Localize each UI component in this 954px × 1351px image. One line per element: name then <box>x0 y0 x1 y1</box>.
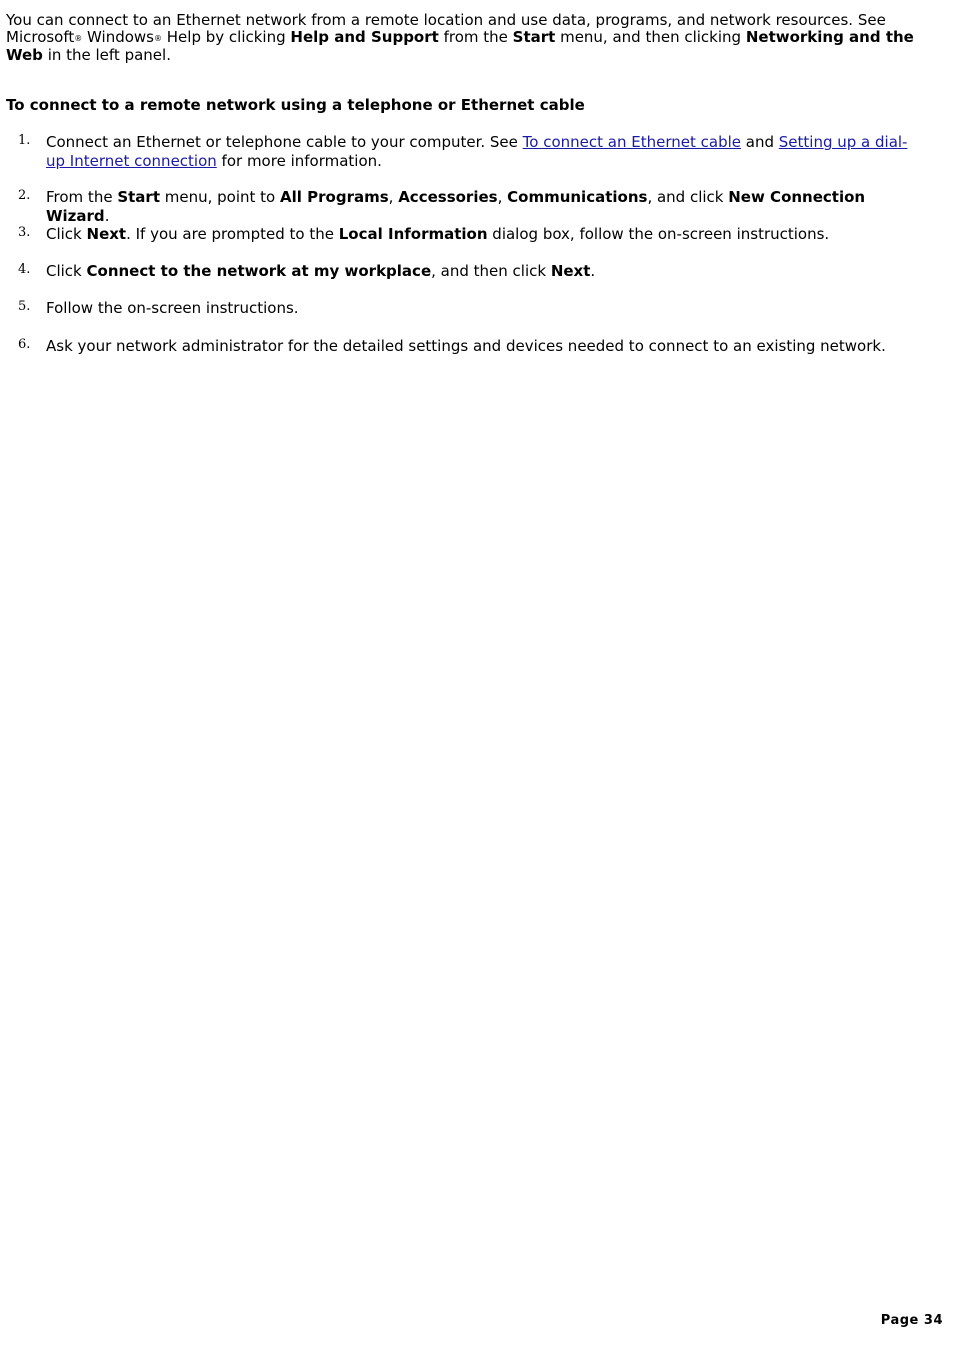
intro-text: in the left panel. <box>42 46 171 64</box>
intro-text: Windows <box>82 28 154 46</box>
step-number: 6. <box>18 337 31 352</box>
registered-mark: ® <box>154 34 162 43</box>
networking-term: Networking and the Web <box>6 28 914 64</box>
procedure-heading: To connect to a remote network using a telephone or Ethernet cable <box>6 96 585 114</box>
intro-text: menu, and then clicking <box>555 28 746 46</box>
ethernet-cable-link[interactable]: To connect an Ethernet cable <box>522 133 741 151</box>
start-term: Start <box>512 28 556 46</box>
step-text: Follow the on-screen instructions. <box>46 299 299 317</box>
dialup-connection-link[interactable]: Setting up a dial-up Internet connection <box>46 133 908 170</box>
step-text: Click Next. If you are prompted to the Local Information dialog box, follow the on-screen instructions. <box>46 225 830 243</box>
step-text: Click Connect to the network at my workplace, and then click Next. <box>46 262 596 280</box>
intro-paragraph <box>6 12 944 64</box>
intro-text: You can connect to an Ethernet network from a remote location and use data, programs, and network resources. See Microsoft <box>6 11 886 46</box>
help-and-support-term: Help and Support <box>290 28 439 46</box>
step-number: 2. <box>18 188 31 203</box>
intro-text: from the <box>438 28 513 46</box>
intro-text: Help by clicking <box>162 28 291 46</box>
step-number: 4. <box>18 262 31 277</box>
step-text: From the Start menu, point to All Programs, Accessories, Communications, and click New Connection Wizard. <box>46 188 866 225</box>
page-number: Page 34 <box>880 1313 943 1328</box>
step-text: Ask your network administrator for the detailed settings and devices needed to connect to an existing network. <box>46 337 886 355</box>
step-number: 1. <box>18 133 31 148</box>
step-text: Connect an Ethernet or telephone cable to your computer. See To connect an Ethernet cable and Setting up a dial-up Internet connection for more information. <box>46 133 908 170</box>
registered-mark: ® <box>74 34 83 43</box>
step-number: 5. <box>18 299 31 314</box>
step-number: 3. <box>18 225 31 240</box>
